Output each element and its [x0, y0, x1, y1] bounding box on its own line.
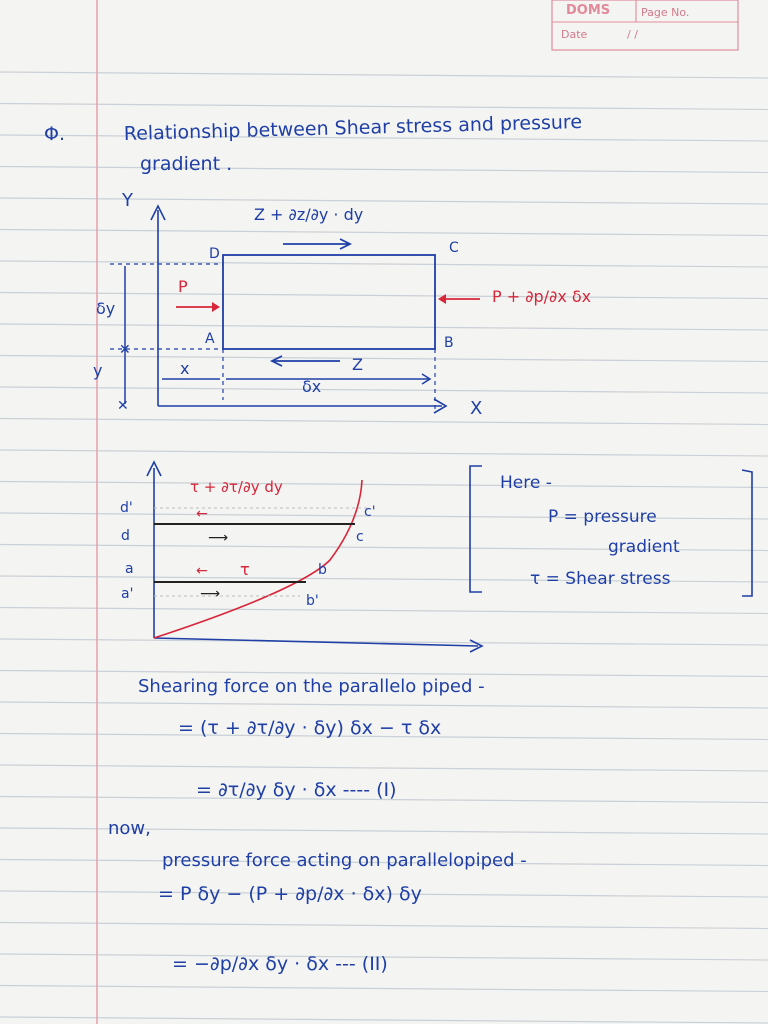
- ruled-line: [0, 72, 768, 78]
- label-b-prime: b': [306, 593, 319, 609]
- dy-label: δy: [96, 299, 116, 318]
- ruled-line: [0, 986, 768, 992]
- ruled-line: [0, 230, 768, 236]
- pressure-equation-2: = −∂p/∂x δy · δx --- (II): [172, 953, 388, 975]
- ruled-line: [0, 167, 768, 173]
- figure-element-diagram: [93, 190, 591, 419]
- top-shear-label: Z + ∂z/∂y · dy: [254, 205, 364, 224]
- legend-title: Here -: [500, 473, 552, 493]
- date-value: / /: [627, 28, 638, 41]
- y-axis-label: Y: [122, 190, 133, 211]
- tau-label: τ: [240, 560, 250, 579]
- brand-logo: DOMS: [566, 3, 611, 18]
- ruled-line: [0, 104, 768, 110]
- label-c: c: [356, 529, 364, 545]
- now-label: now,: [108, 818, 151, 839]
- ruled-line: [0, 356, 768, 362]
- marker-x: ✕: [119, 342, 131, 358]
- pressure-right-label: P + ∂p/∂x δx: [492, 287, 592, 306]
- page-title: Relationship between Shear stress and pressure: [123, 111, 583, 145]
- legend-tau: τ = Shear stress: [530, 569, 671, 589]
- label-a: a: [125, 561, 134, 577]
- corner-d-label: D: [209, 246, 220, 262]
- arrow-right-small: ⟶: [208, 530, 229, 546]
- shear-equation-1: = (τ + ∂τ/∂y · δy) δx − τ δx: [178, 717, 442, 739]
- top-shear-stress-label: τ + ∂τ/∂y dy: [190, 478, 283, 496]
- page-title-line2: gradient .: [140, 153, 233, 175]
- ruled-line: [0, 261, 768, 267]
- label-d-prime: d': [120, 500, 133, 516]
- corner-b-label: B: [444, 335, 454, 351]
- heading: [44, 111, 582, 175]
- ruled-line: [0, 923, 768, 929]
- pressure-equation-1: = P δy − (P + ∂p/∂x · δx) δy: [158, 883, 422, 905]
- pressure-left-label: P: [178, 277, 188, 296]
- arrow-left-small: ←: [196, 563, 208, 579]
- page-no-label: Page No.: [641, 6, 690, 19]
- velocity-profile-curve: [154, 480, 362, 638]
- shear-equation-2: = ∂τ/∂y δy · δx ---- (I): [196, 779, 397, 801]
- ruled-line: [0, 482, 768, 488]
- ruled-line: [0, 608, 768, 614]
- shear-heading: Shearing force on the parallelo piped -: [138, 676, 485, 697]
- date-label: Date: [561, 28, 588, 41]
- ruled-line: [0, 198, 768, 204]
- ruled-line: [0, 450, 768, 456]
- corner-c-label: C: [449, 240, 459, 256]
- ruled-line: [0, 702, 768, 708]
- ruled-line: [0, 765, 768, 771]
- label-b: b: [318, 562, 327, 578]
- arrow-left-small: ←: [196, 506, 208, 522]
- legend-box: [470, 466, 752, 596]
- label-c-prime: c': [364, 504, 376, 520]
- x-dim-label: x: [180, 359, 190, 378]
- fluid-element-rect: [223, 255, 435, 349]
- label-a-prime: a': [121, 586, 134, 602]
- bottom-shear-label: Z: [352, 355, 363, 374]
- corner-a-label: A: [205, 331, 215, 347]
- ruled-line: [0, 419, 768, 425]
- ruled-line: [0, 1017, 768, 1023]
- pressure-heading: pressure force acting on parallelopiped -: [162, 850, 527, 871]
- marker-x: ✕: [117, 398, 129, 414]
- page-header: [552, 0, 738, 50]
- legend-pressure-cont: gradient: [608, 537, 680, 557]
- legend-pressure: P = pressure: [548, 507, 657, 527]
- ruled-line: [0, 387, 768, 393]
- arrow-right-small: ⟶: [200, 586, 221, 602]
- ruled-line: [0, 293, 768, 299]
- derivation: [108, 676, 527, 975]
- ruled-line: [0, 324, 768, 330]
- dx-label: δx: [302, 377, 322, 396]
- label-d: d: [121, 528, 130, 544]
- y-dim-label: y: [93, 361, 103, 380]
- question-number: Φ.: [44, 123, 65, 145]
- x-axis-label: X: [470, 398, 483, 419]
- figure-velocity-profile: [120, 462, 482, 652]
